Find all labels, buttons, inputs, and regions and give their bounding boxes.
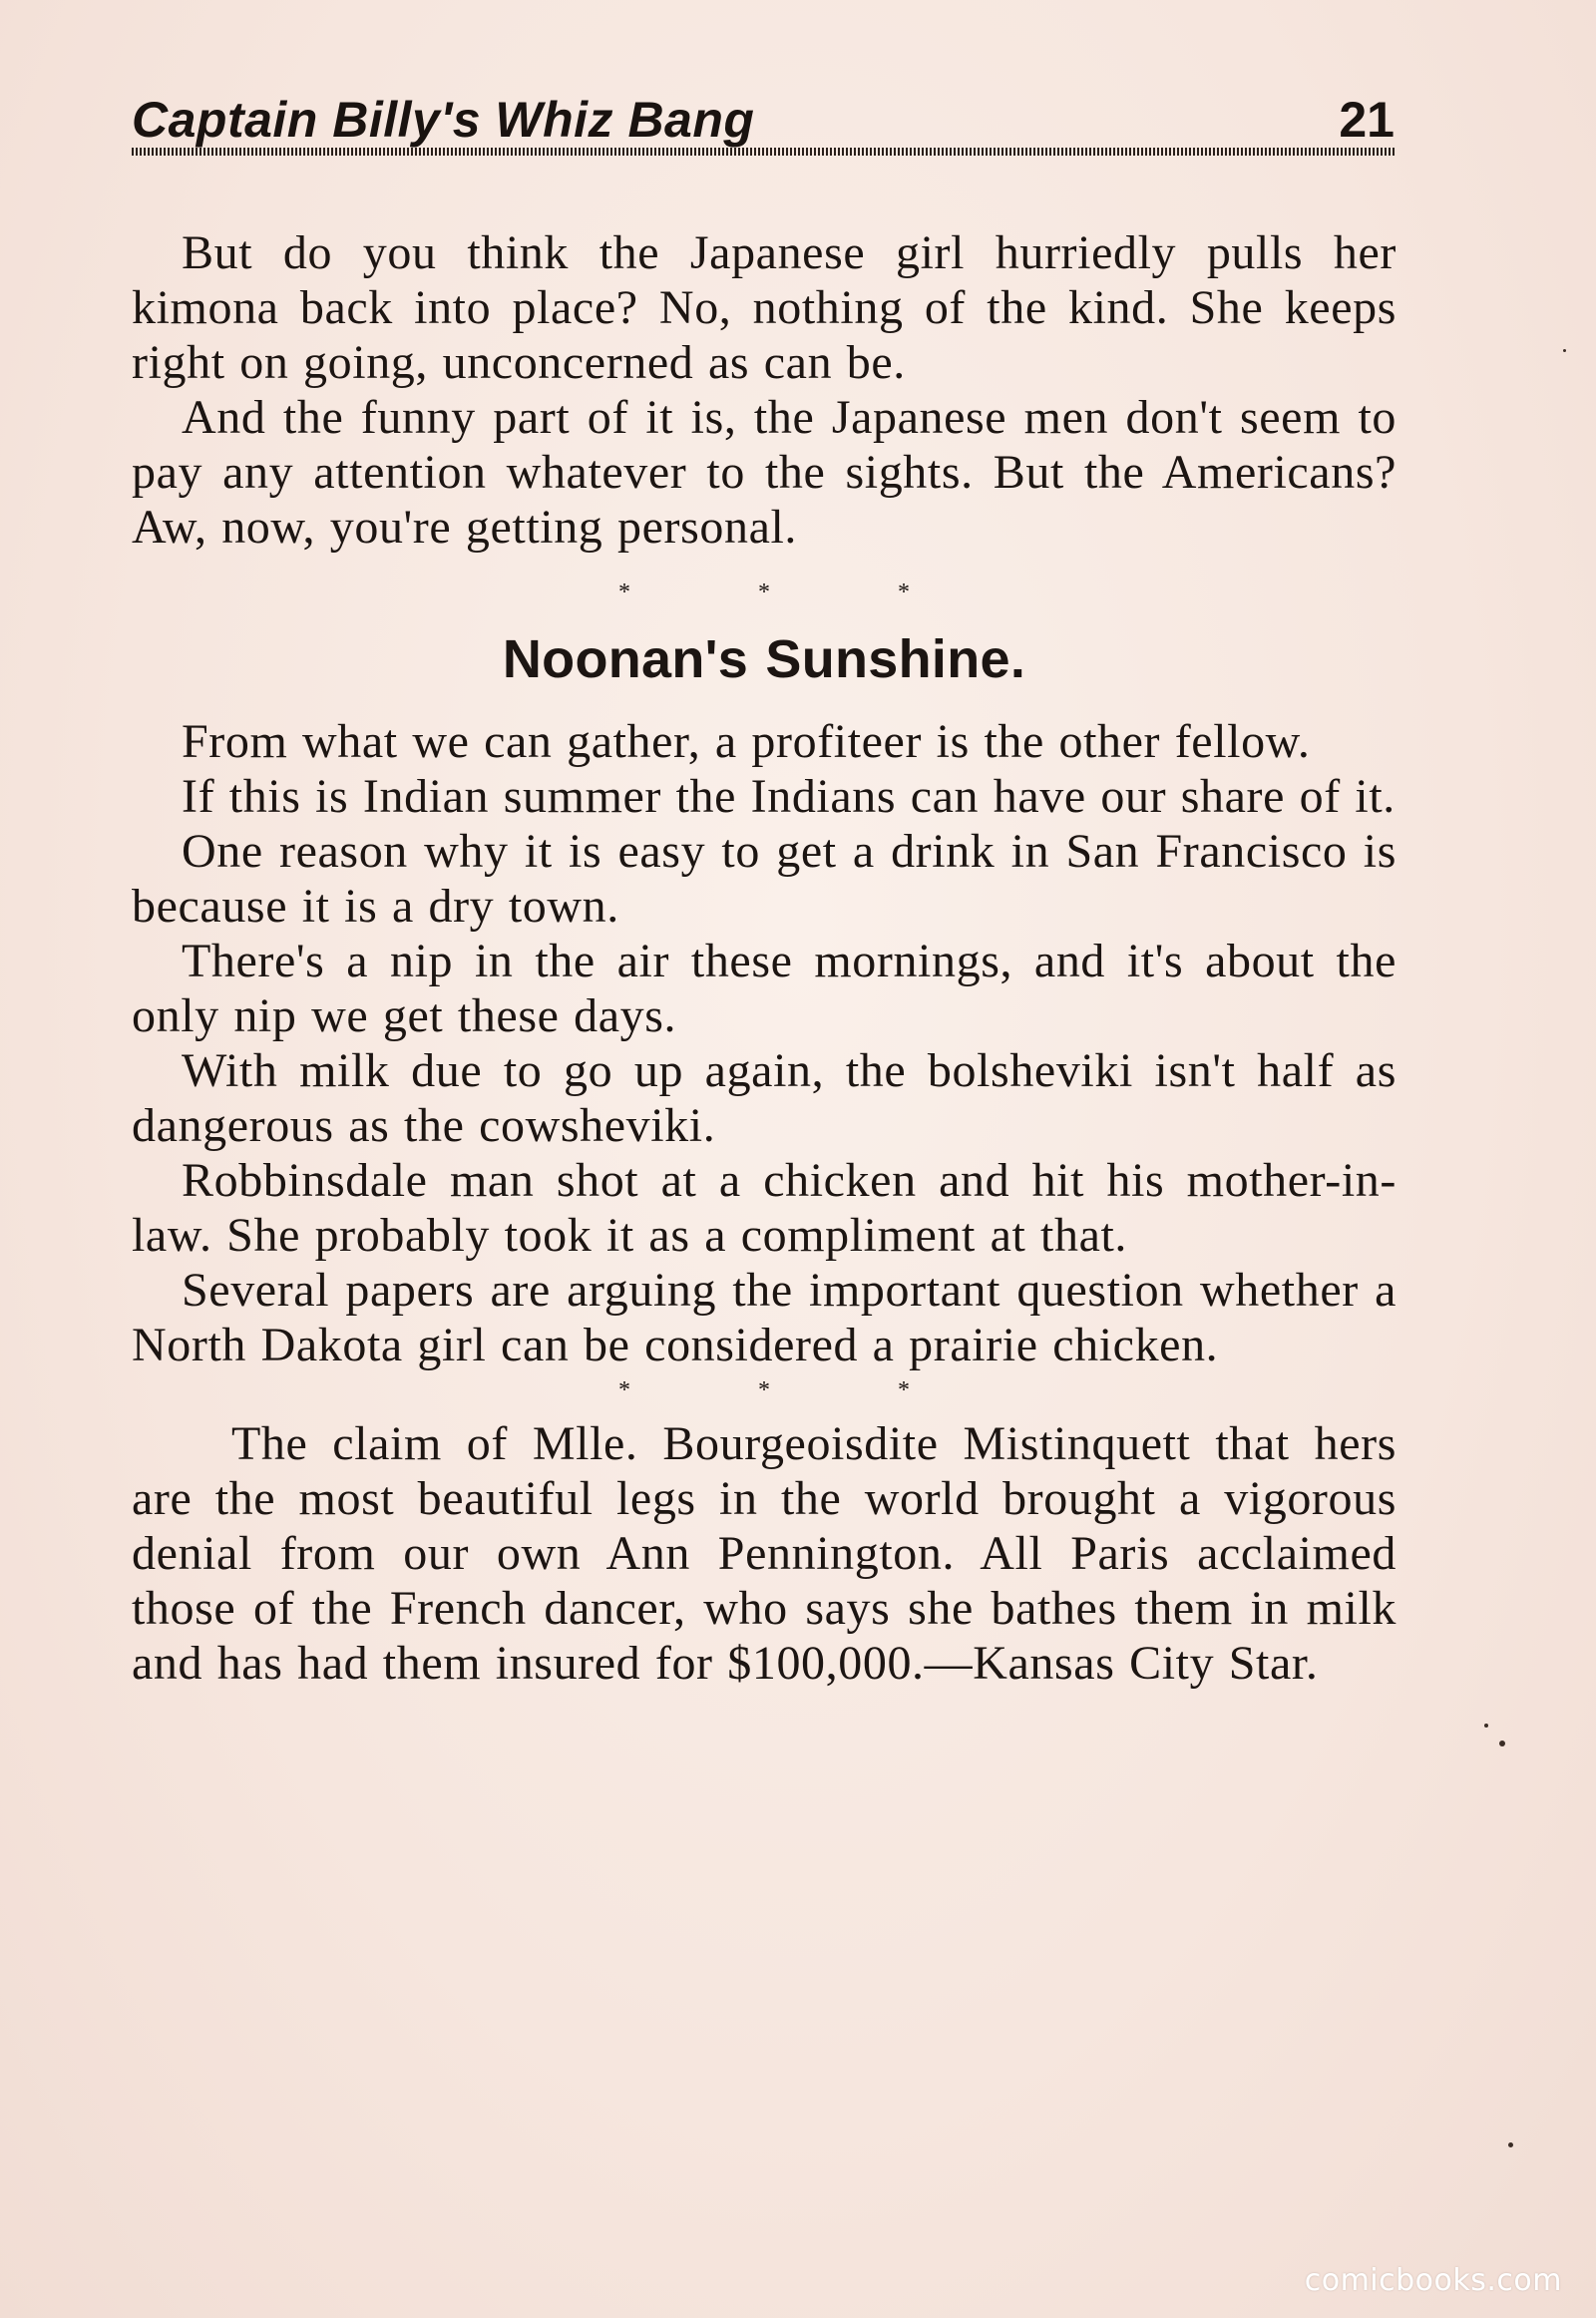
paper-speck: [1499, 1740, 1505, 1746]
sunshine-item: One reason why it is easy to get a drink in San Francisco is because it is a dry town.: [132, 825, 1396, 933]
sunshine-item: Robbinsdale man shot at a chicken and hit his mother-in-law. She probably took it as a compliment at that.: [132, 1154, 1396, 1262]
watermark: comicbooks.com: [1304, 2263, 1562, 2298]
running-header: [132, 88, 1395, 152]
sunshine-item: There's a nip in the air these mornings, and it's about the only nip we get these days.: [132, 935, 1396, 1042]
sunshine-item: Several papers are arguing the important question whether a North Dakota girl can be considered a prairie chicken.: [132, 1264, 1396, 1371]
paragraph-1: But do you think the Japanese girl hurriedly pulls her kimona back into place? No, nothing of the kind. She keeps right on going, unconcerned as can be.: [132, 226, 1396, 389]
closing-paragraph: The claim of Mlle. Bourgeoisdite Mistinquett that hers are the most beautiful legs in the world brought a vigorous denial from our own Ann Pennington. All Paris acclaimed those of the French dancer, who says she bathes them in milk and has had them insured for $100,000.—Kansas City Star.: [132, 1417, 1396, 1690]
magazine-title: Captain Billy's Whiz Bang: [132, 92, 755, 148]
sunshine-item: With milk due to go up again, the bolsheviki isn't half as dangerous as the cowsheviki.: [132, 1044, 1396, 1152]
header-rule: [132, 148, 1395, 156]
sunshine-item: If this is Indian summer the Indians can have our share of it.: [182, 770, 1396, 823]
section-separator-top: * * *: [618, 580, 970, 605]
section-separator-bottom: * * *: [618, 1377, 970, 1403]
paper-speck: [1484, 1724, 1488, 1728]
page-body: [132, 225, 1396, 1691]
page-number: 21: [1339, 92, 1395, 148]
paragraph-2: And the funny part of it is, the Japanese men don't seem to pay any attention whatever to the sights. But the Americans? Aw, now, you're getting personal.: [132, 391, 1396, 554]
paper-speck: [1563, 349, 1566, 352]
sunshine-item: From what we can gather, a profiteer is the other fellow.: [182, 715, 1311, 768]
section-heading: Noonan's Sunshine.: [502, 629, 1026, 689]
paper-speck: [1508, 2142, 1513, 2147]
